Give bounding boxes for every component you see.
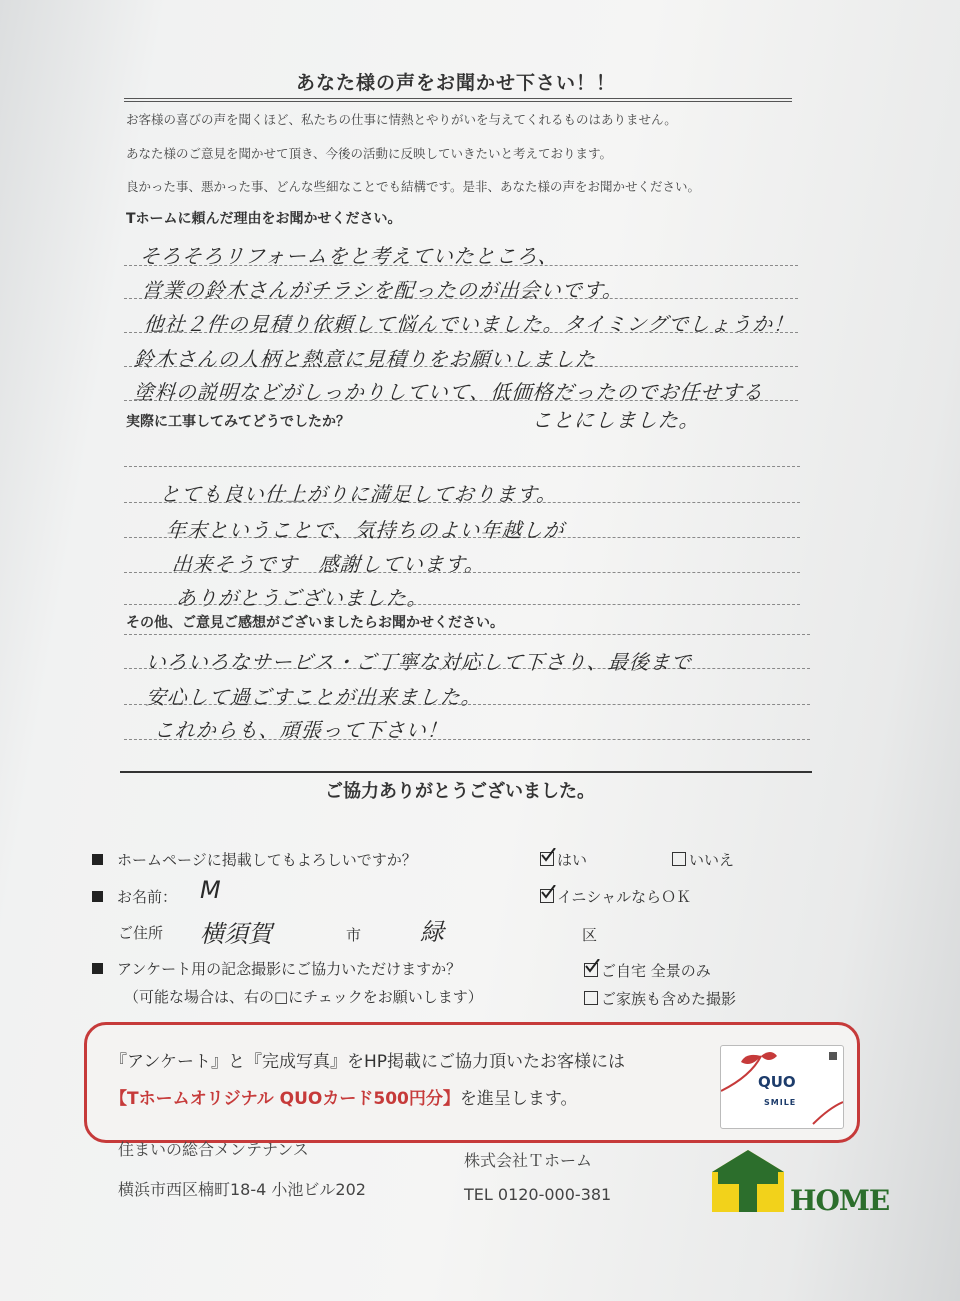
question-other-heading: その他、ご意見ご感想がございましたらお聞かせください。 bbox=[126, 615, 504, 631]
handwritten-answer: これからも、頑張って下さい！ bbox=[153, 718, 449, 742]
consent-no-label: いいえ bbox=[689, 851, 735, 869]
handwritten-answer: 鈴木さんの人柄と熱意に見積りをお願いしました bbox=[133, 347, 597, 371]
thanks-message: ご協力ありがとうございました。 bbox=[325, 781, 595, 802]
photo-consent-row bbox=[92, 958, 461, 979]
consent-no-checkbox[interactable] bbox=[672, 849, 734, 870]
ward-label: 区 bbox=[582, 926, 598, 944]
checkbox-empty-icon bbox=[672, 852, 686, 866]
handwritten-city: 横須賀 bbox=[200, 920, 272, 948]
checkbox-checked-icon bbox=[540, 889, 554, 903]
quo-logo: QUO bbox=[758, 1073, 796, 1091]
section-divider bbox=[120, 771, 812, 773]
question-reason-heading: Tホームに頼んだ理由をお聞かせください。 bbox=[126, 211, 402, 227]
photo-family-checkbox[interactable] bbox=[584, 988, 736, 1009]
footer-address: 横浜市西区楠町18-4 小池ビル202 bbox=[118, 1180, 366, 1199]
answer-line bbox=[124, 466, 800, 467]
handwritten-answer: そろそろリフォームをと考えていたところ、 bbox=[139, 244, 560, 268]
bullet-square bbox=[92, 891, 103, 902]
handwritten-answer: 出来そうです 感謝しています。 bbox=[171, 552, 487, 576]
handwritten-answer: 営業の鈴木さんがチラシを配ったのが出会いです。 bbox=[141, 278, 625, 302]
t-home-logo-text: HOME bbox=[790, 1184, 890, 1217]
handwritten-answer: とても良い仕上がりに満足しております。 bbox=[159, 482, 559, 506]
name-label: お名前： bbox=[117, 888, 178, 906]
bullet-square bbox=[92, 963, 103, 974]
handwritten-ward: 緑 bbox=[420, 918, 444, 946]
intro-line-1: お客様の喜びの声を聞くほど、私たちの仕事に情熱とやりがいを与えてくれるものはありません。 bbox=[126, 112, 677, 127]
photo-family-label: ご家族も含めた撮影 bbox=[601, 990, 737, 1008]
intro-line-3: 良かった事、悪かった事、どんな些細なことでも結構です。是非、あなた様の声をお聞かせください。 bbox=[126, 179, 701, 194]
form-title: あなた様の声をお聞かせ下さい！！ bbox=[295, 72, 616, 94]
checkbox-checked-icon bbox=[540, 852, 554, 866]
handwritten-name: M bbox=[200, 876, 221, 904]
promo-line-1: 『アンケート』と『完成写真』をHP掲載にご協力頂いたお客様には bbox=[110, 1052, 626, 1072]
question-experience-heading: 実際に工事してみてどうでしたか？ bbox=[126, 414, 350, 430]
footer-tagline: 住まいの総合メンテナンス bbox=[118, 1140, 309, 1159]
handwritten-answer: ことにしました。 bbox=[531, 408, 701, 432]
consent-yes-checkbox[interactable] bbox=[540, 849, 587, 870]
promo-line-2 bbox=[110, 1084, 578, 1109]
footer-tel: TEL 0120-000-381 bbox=[464, 1185, 612, 1204]
handwritten-answer: いろいろなサービス・ご丁寧な対応して下さり、最後まで bbox=[145, 650, 693, 674]
city-label: 市 bbox=[346, 926, 362, 944]
handwritten-answer: 他社２件の見積り依頼して悩んでいました。タイミングでしょうか！ bbox=[143, 312, 795, 336]
promo-highlight: 【Tホームオリジナル QUOカード500円分】 bbox=[110, 1089, 460, 1109]
t-home-logo-icon bbox=[712, 1150, 784, 1214]
photo-note: （可能な場合は、右の□にチェックをお願いします） bbox=[124, 988, 483, 1006]
web-consent-row bbox=[92, 849, 417, 870]
initials-ok-checkbox[interactable] bbox=[540, 886, 691, 907]
consent-yes-label: はい bbox=[557, 851, 588, 869]
promo-tail: を進呈します。 bbox=[459, 1089, 578, 1109]
address-label: ご住所 bbox=[118, 924, 164, 942]
photo-home-checkbox[interactable] bbox=[584, 960, 711, 981]
checkbox-empty-icon bbox=[584, 991, 598, 1005]
photo-home-label: ご自宅 全景のみ bbox=[601, 962, 711, 980]
title-underline bbox=[124, 98, 792, 102]
footer-company: 株式会社Ｔホーム bbox=[464, 1151, 593, 1170]
quo-smile-text: SMILE bbox=[764, 1098, 797, 1107]
answer-line bbox=[124, 634, 810, 635]
handwritten-answer: 年末ということで、気持ちのよい年越しが bbox=[165, 518, 566, 542]
checkbox-checked-icon bbox=[584, 963, 598, 977]
name-row bbox=[92, 886, 177, 907]
handwritten-answer: 安心して過ごすことが出来ました。 bbox=[145, 685, 483, 709]
photo-question: アンケート用の記念撮影にご協力いただけますか？ bbox=[117, 960, 462, 978]
web-consent-question: ホームページに掲載してもよろしいですか？ bbox=[117, 851, 417, 869]
handwritten-answer: 塗料の説明などがしっかりしていて、低価格だったのでお任せする bbox=[133, 380, 765, 404]
bullet-square bbox=[92, 854, 103, 865]
handwritten-answer: ありがとうございました。 bbox=[175, 586, 429, 610]
initials-ok-label: イニシャルならＯＫ bbox=[557, 888, 692, 906]
intro-line-2: あなた様のご意見を聞かせて頂き、今後の活動に反映していきたいと考えております。 bbox=[126, 146, 613, 161]
